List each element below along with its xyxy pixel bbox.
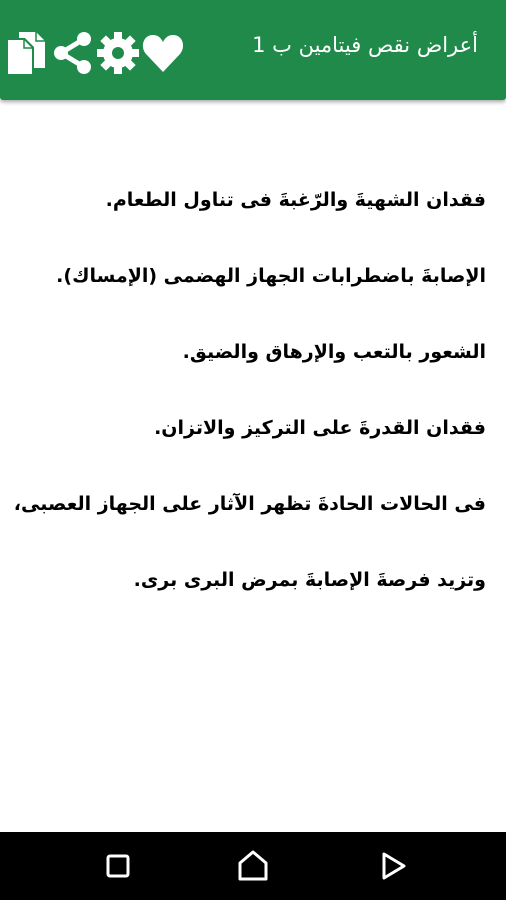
- content-area: [0, 100, 506, 832]
- symptom-line: وتزيد فرصةَ الإصابةَ بمرض البرى برى.: [133, 569, 486, 591]
- symptom-line: الشعور بالتعب والإرهاق والضيق.: [182, 341, 486, 363]
- gear-icon: [95, 30, 141, 76]
- symptom-line: فقدان الشهيةَ والرّغبةَ فى تناول الطعام.: [105, 189, 486, 211]
- system-nav-bar: [0, 832, 506, 900]
- recents-button[interactable]: [94, 846, 142, 886]
- symptom-line: الإصابةَ باضطرابات الجهاز الهضمى (الإمساك).: [56, 265, 486, 287]
- copy-button[interactable]: [4, 30, 50, 76]
- share-button[interactable]: [50, 30, 96, 76]
- favorite-button[interactable]: [140, 30, 186, 76]
- heart-icon: [140, 30, 186, 76]
- home-button[interactable]: [229, 846, 277, 886]
- page-title: أعراض نقص فيتامين ب 1: [252, 33, 478, 57]
- square-icon: [94, 846, 142, 886]
- share-icon: [50, 30, 96, 76]
- copy-icon: [4, 30, 50, 76]
- settings-button[interactable]: [95, 30, 141, 76]
- back-button[interactable]: [368, 846, 416, 886]
- symptom-line: فقدان القدرةَ على التركيز والاتزان.: [154, 417, 486, 439]
- symptom-line: فى الحالات الحادةَ تظهر الآثار على الجهاز العصبى،: [13, 493, 486, 515]
- back-triangle-icon: [368, 846, 416, 886]
- home-icon: [229, 846, 277, 886]
- app-bar: [0, 0, 506, 100]
